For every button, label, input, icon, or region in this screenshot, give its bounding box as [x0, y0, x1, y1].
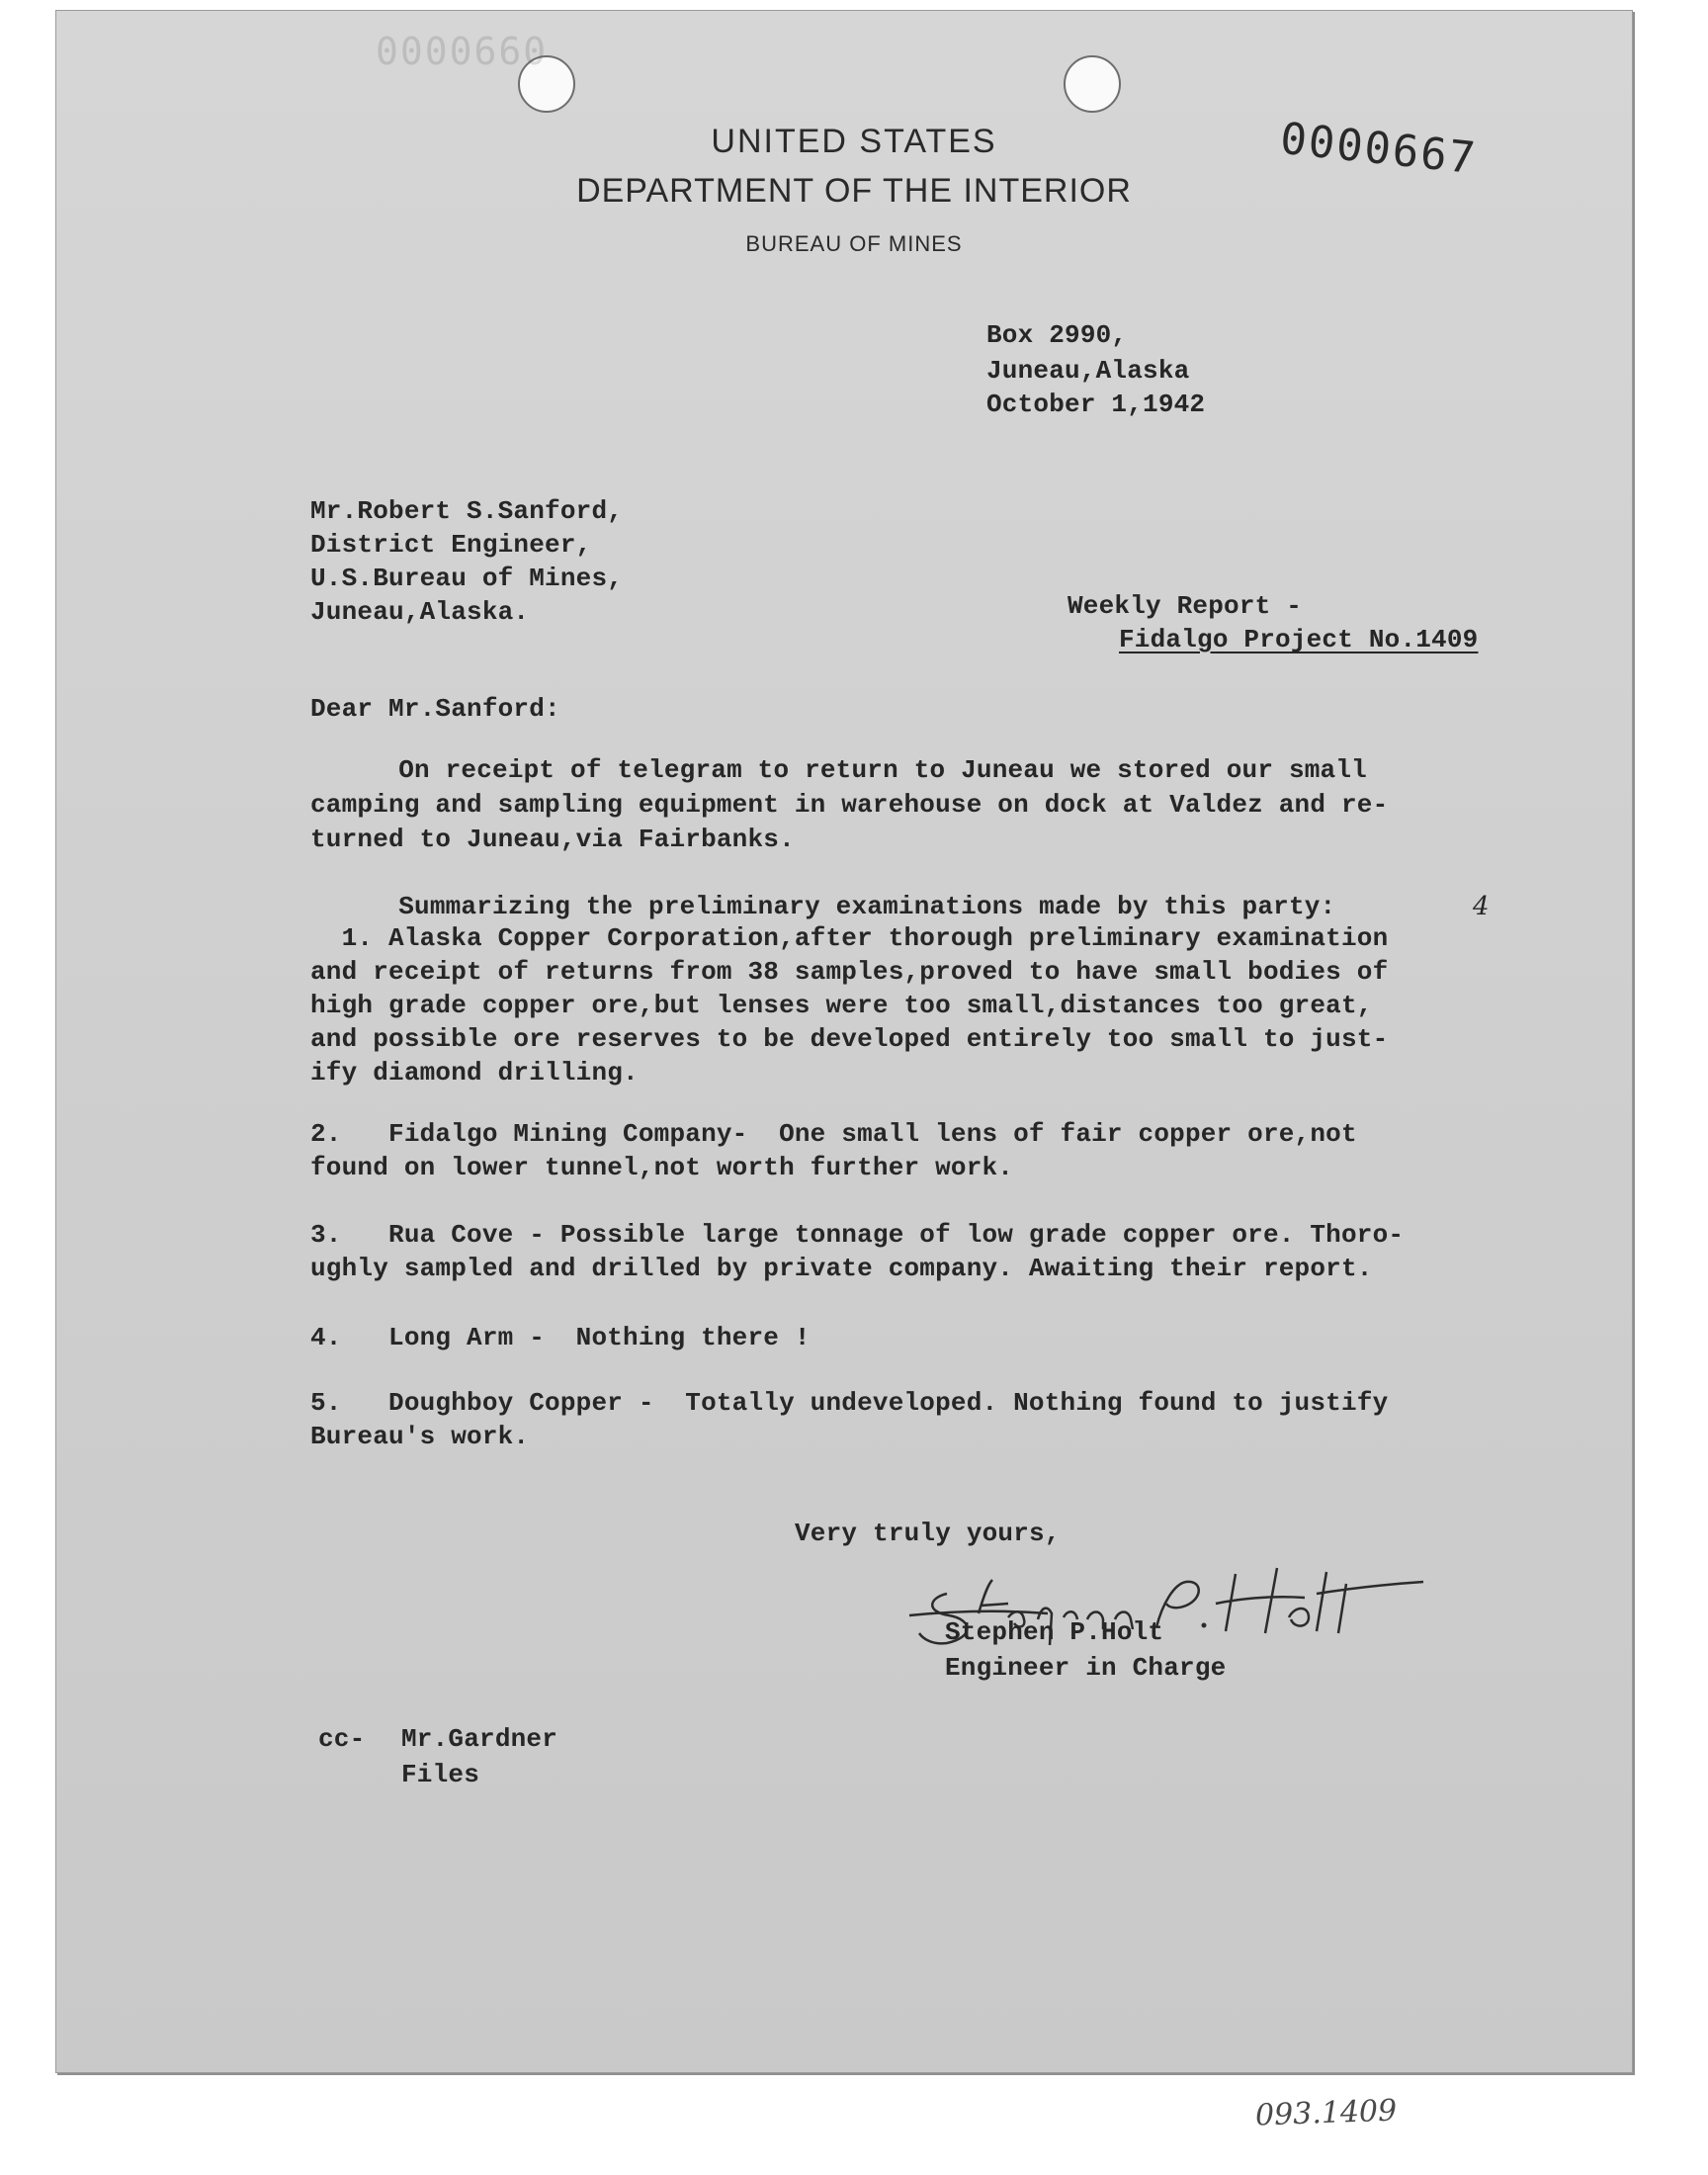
faint-stamp-number: 0000660	[376, 30, 549, 73]
handwritten-file-reference: 093.1409	[1254, 2093, 1398, 2133]
list-item-line: high grade copper ore,but lenses were too small,distances too great,	[310, 991, 1373, 1020]
list-item-line: found on lower tunnel,not worth further work.	[310, 1153, 1014, 1182]
letterhead-department: DEPARTMENT OF THE INTERIOR	[576, 172, 1132, 210]
cc-label: cc-	[318, 1724, 366, 1754]
letterhead-bureau: BUREAU OF MINES	[745, 231, 963, 256]
list-item-line: and receipt of returns from 38 samples,proved to have small bodies of	[310, 957, 1389, 987]
summary-intro: Summarizing the preliminary examinations made by this party:	[336, 892, 1336, 921]
signer-name: Stephen P.Holt	[945, 1617, 1164, 1647]
cc-recipient-2: Files	[401, 1760, 480, 1789]
list-item-line: 2. Fidalgo Mining Company- One small lens of fair copper ore,not	[310, 1119, 1357, 1149]
recipient-name: Mr.Robert S.Sanford,	[310, 496, 624, 526]
document-number-stamp: 0000667	[1277, 113, 1480, 185]
paragraph-line: turned to Juneau,via Fairbanks.	[310, 825, 795, 854]
salutation: Dear Mr.Sanford:	[310, 694, 560, 724]
sender-city: Juneau,Alaska	[986, 356, 1190, 386]
sender-box: Box 2990,	[986, 320, 1128, 350]
subject-line-1: Weekly Report -	[1068, 591, 1303, 621]
letter-date: October 1,1942	[986, 390, 1206, 419]
list-item-line: Bureau's work.	[310, 1422, 530, 1451]
list-item-4: 4. Long Arm - Nothing there !	[310, 1323, 811, 1352]
punch-hole-right	[1064, 55, 1121, 113]
signer-title: Engineer in Charge	[945, 1653, 1227, 1683]
margin-mark: 4	[1473, 892, 1490, 921]
letterhead-united-states: UNITED STATES	[711, 123, 997, 160]
recipient-org: U.S.Bureau of Mines,	[310, 564, 624, 593]
list-item-line: 5. Doughboy Copper - Totally undeveloped. Nothing found to justify	[310, 1388, 1389, 1418]
list-item-line: ify diamond drilling.	[310, 1058, 639, 1088]
paragraph-line: On receipt of telegram to return to Juneau we stored our small	[336, 755, 1367, 785]
subject-line-2: Fidalgo Project No.1409	[1119, 625, 1479, 654]
list-item-line: ughly sampled and drilled by private company. Awaiting their report.	[310, 1254, 1373, 1283]
recipient-city: Juneau,Alaska.	[310, 597, 530, 627]
list-item-line: 3. Rua Cove - Possible large tonnage of low grade copper ore. Thoro-	[310, 1220, 1405, 1250]
recipient-title: District Engineer,	[310, 530, 592, 560]
cc-recipient-1: Mr.Gardner	[401, 1724, 558, 1754]
valediction: Very truly yours,	[795, 1519, 1061, 1548]
list-item-line: 1. Alaska Copper Corporation,after thorough preliminary examination	[310, 923, 1389, 953]
list-item-line: and possible ore reserves to be developed entirely too small to just-	[310, 1024, 1389, 1054]
paragraph-line: camping and sampling equipment in warehouse on dock at Valdez and re-	[310, 790, 1389, 820]
